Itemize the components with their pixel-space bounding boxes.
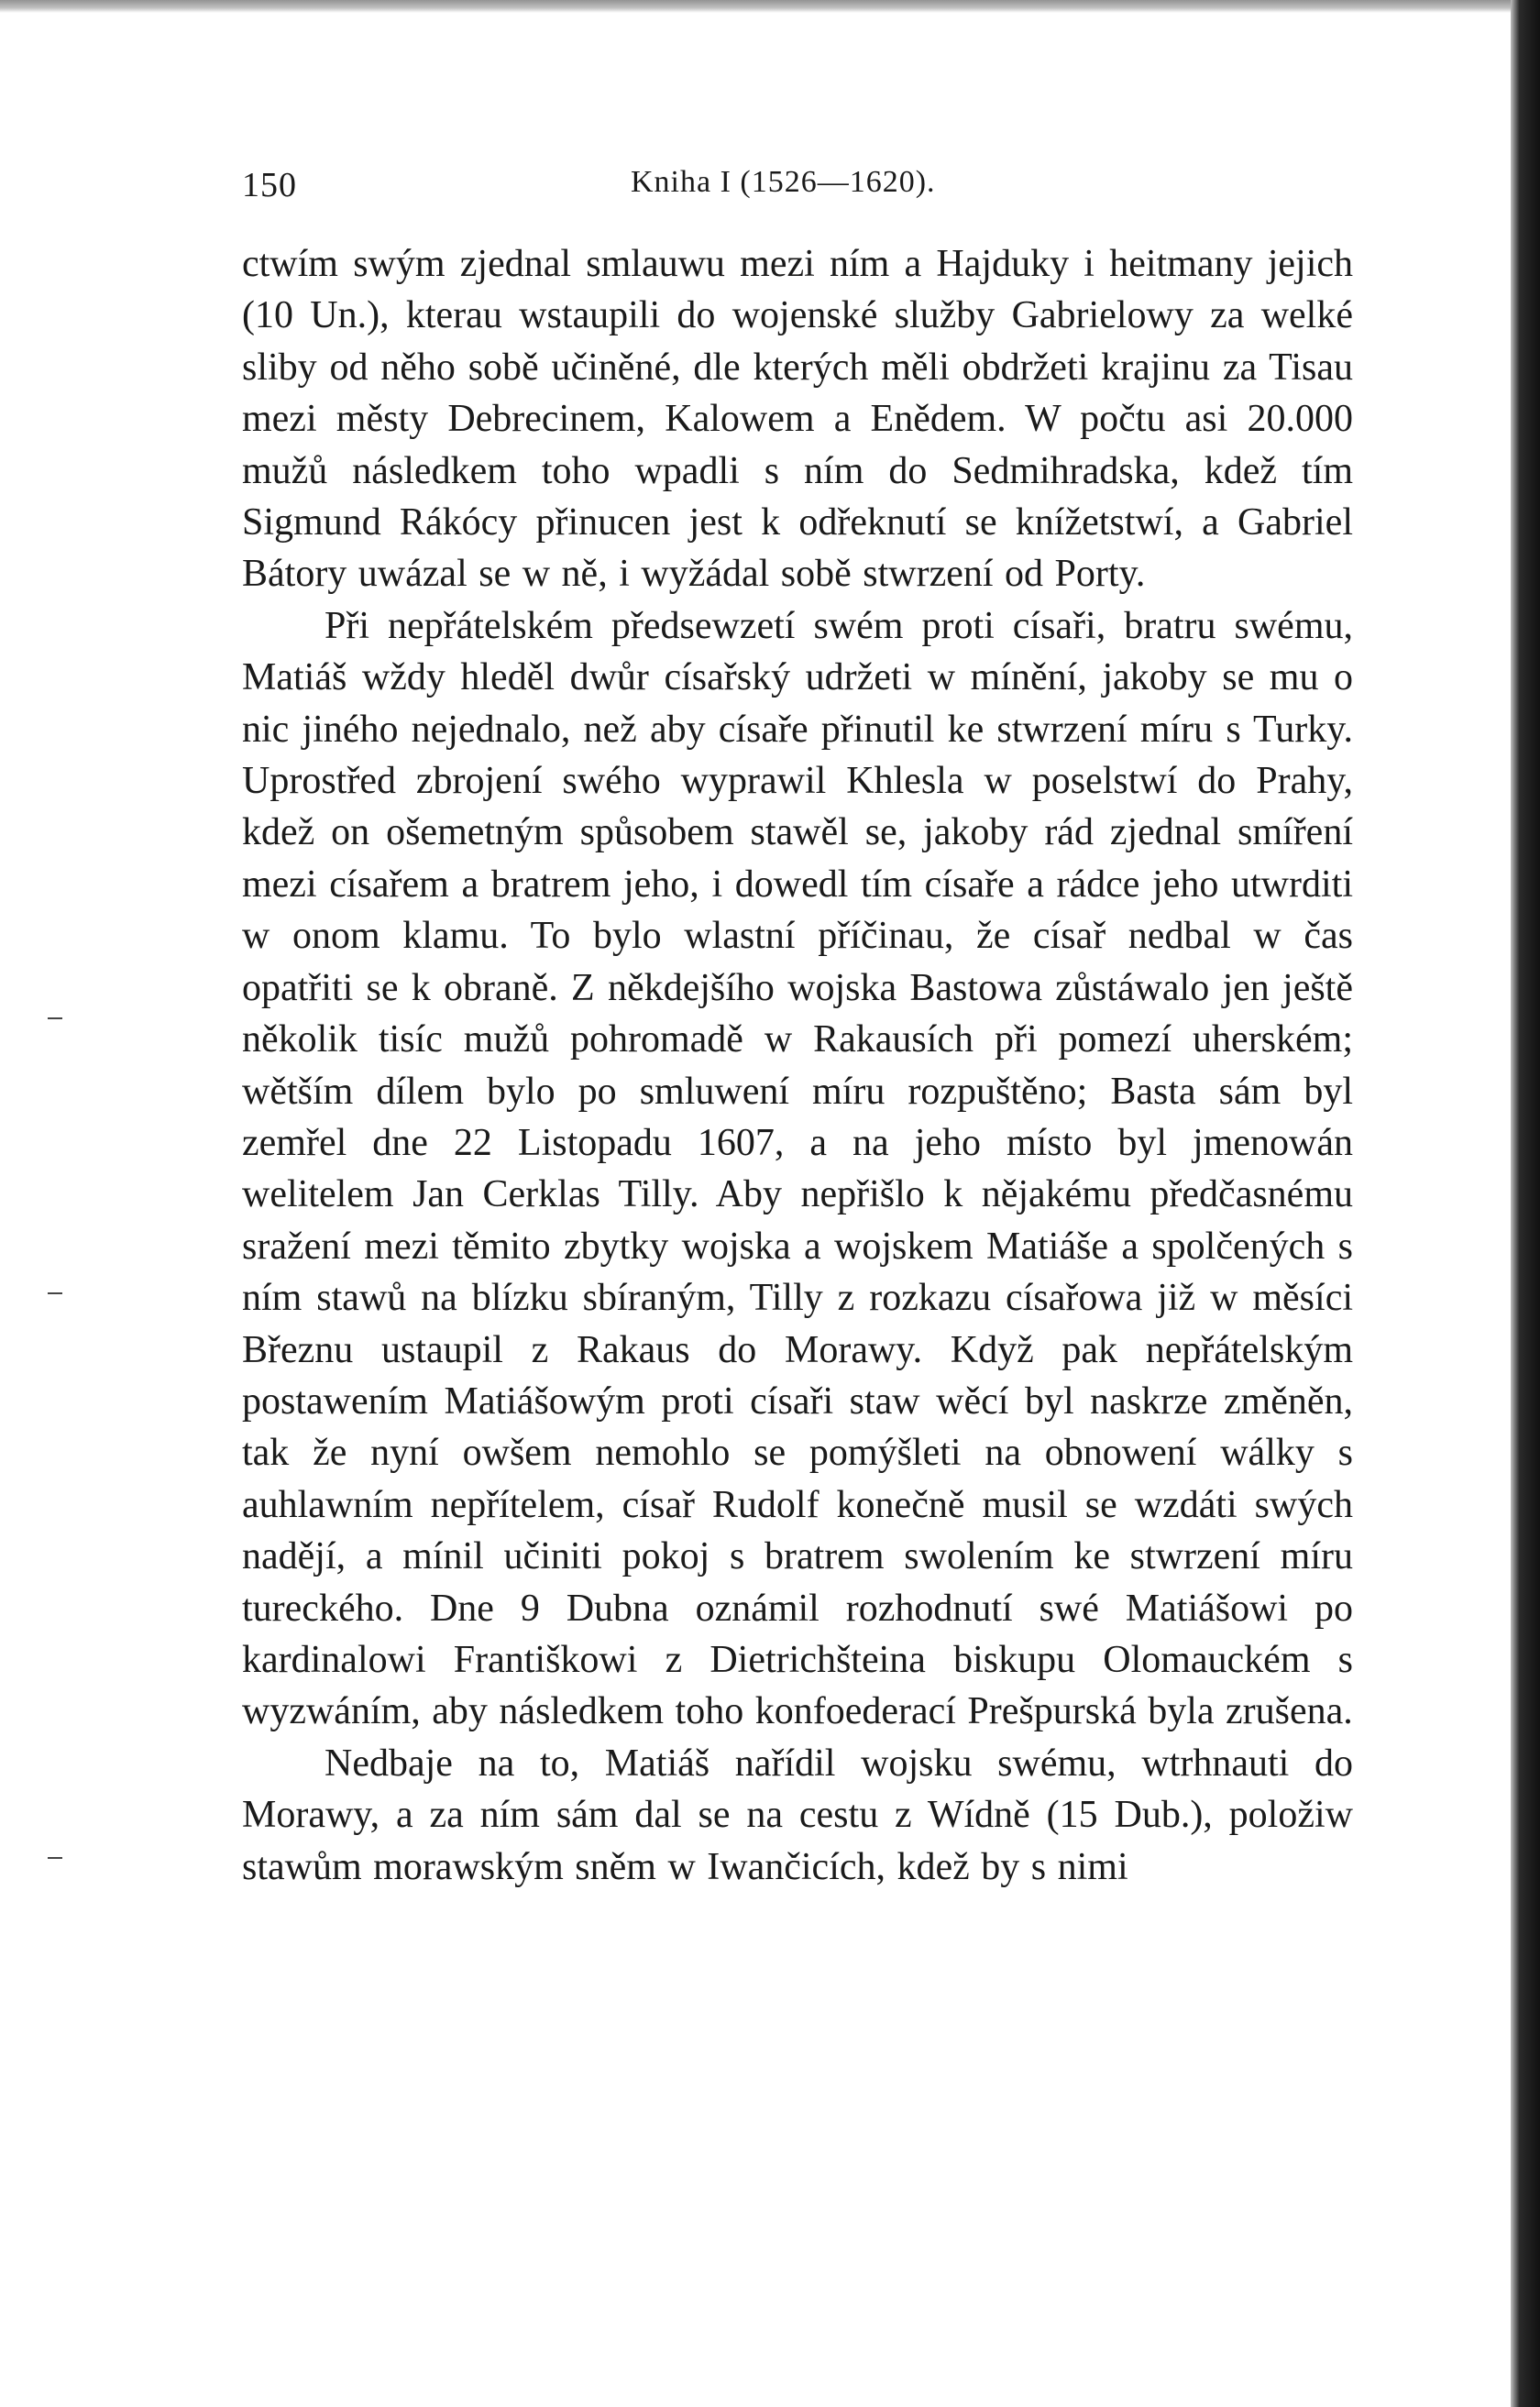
scan-right-edge xyxy=(1511,0,1540,2407)
running-head xyxy=(242,154,1353,209)
paragraph-1: ctwím swým zjednal smlauwu mezi ním a Hajduky i heitmany jejich (10 Un.), kterau wstaupili do wojenské služby Gabrielowy za welké sliby od něho sobě učiněné, dle kterých měli obdržeti krajinu za Tisau mezi městy Debrecinem, Kalowem a Enědem. W počtu asi 20.000 mužů následkem toho wpadli s ním do Sedmihradska, kdež tím Sigmund Rákócy přinucen jest k odřeknutí se knížetstwí, a Gabriel Bátory uwázal se w ně, i wyžádal sobě stwrzení od Porty. xyxy=(242,243,1353,596)
page-number: 150 xyxy=(242,166,297,204)
scan-top-edge xyxy=(0,0,1540,13)
margin-mark xyxy=(48,1292,62,1294)
margin-mark xyxy=(48,1857,62,1859)
paragraph-3: Nedbaje na to, Matiáš nařídil wojsku swému, wtrhnauti do Morawy, a za ním sám dal se na cestu z Wídně (15 Dub.), položiw stawům morawským sněm w Iwančicích, kdež by s nimi xyxy=(242,1742,1353,1888)
running-title: Kniha I (1526—1620). xyxy=(631,165,936,199)
margin-mark xyxy=(48,1017,62,1019)
paragraph-2: Při nepřátelském předsewzetí swém proti císaři, bratru swému, Matiáš wždy hleděl dwůr císařský udržeti w mínění, jakoby se mu o nic jiného nejednalo, než aby císaře přinutil ke stwrzení míru s Turky. Uprostřed zbrojení swého wyprawil Khlesla w poselstwí do Prahy, kdež on ošemetným spůsobem stawěl se, jakoby rád zjednal smíření mezi císařem a bratrem jeho, i dowedl tím císaře a rádce jeho utwrditi w onom klamu. To bylo wlastní příčinau, že císař nedbal w čas opatřiti se k obraně. Z někdejšího wojska Bastowa zůstáwalo jen ještě několik tisíc mužů pohromadě w Rakausích při pomezí uherském; wětším dílem bylo po smluwení míru rozpuštěno; Basta sám byl zemřel dne 22 Listopadu 1607, a na jeho místo byl jmenowán welitelem Jan Cerklas Tilly. Aby nepřišlo k nějakému předčasnému sražení mezi těmito zbytky wojska a wojskem Matiáše a spolčených s ním stawů na blízku sbíraným, Tilly z rozkazu císařowa již w měsíci Březnu ustaupil z Rakaus do Morawy. Když pak nepřátelským postawením Matiášowým proti císaři staw wěcí byl naskrze změněn, tak že nyní owšem nemohlo se pomýšleti na obnowení wálky s auhlawním nepřítelem, císař Rudolf konečně musil se wzdáti swých nadějí, a mínil učiniti pokoj s bratrem swolením ke stwrzení míru tureckého. Dne 9 Dubna oznámil rozhodnutí swé Matiášowi po kardinalowi Františkowi z Dietrichšteina biskupu Olomauckém s wyzwáním, aby následkem toho konfoederací Prešpurská byla zrušena. xyxy=(242,604,1353,1733)
body-text xyxy=(242,238,1353,1893)
book-page xyxy=(242,154,1353,1893)
